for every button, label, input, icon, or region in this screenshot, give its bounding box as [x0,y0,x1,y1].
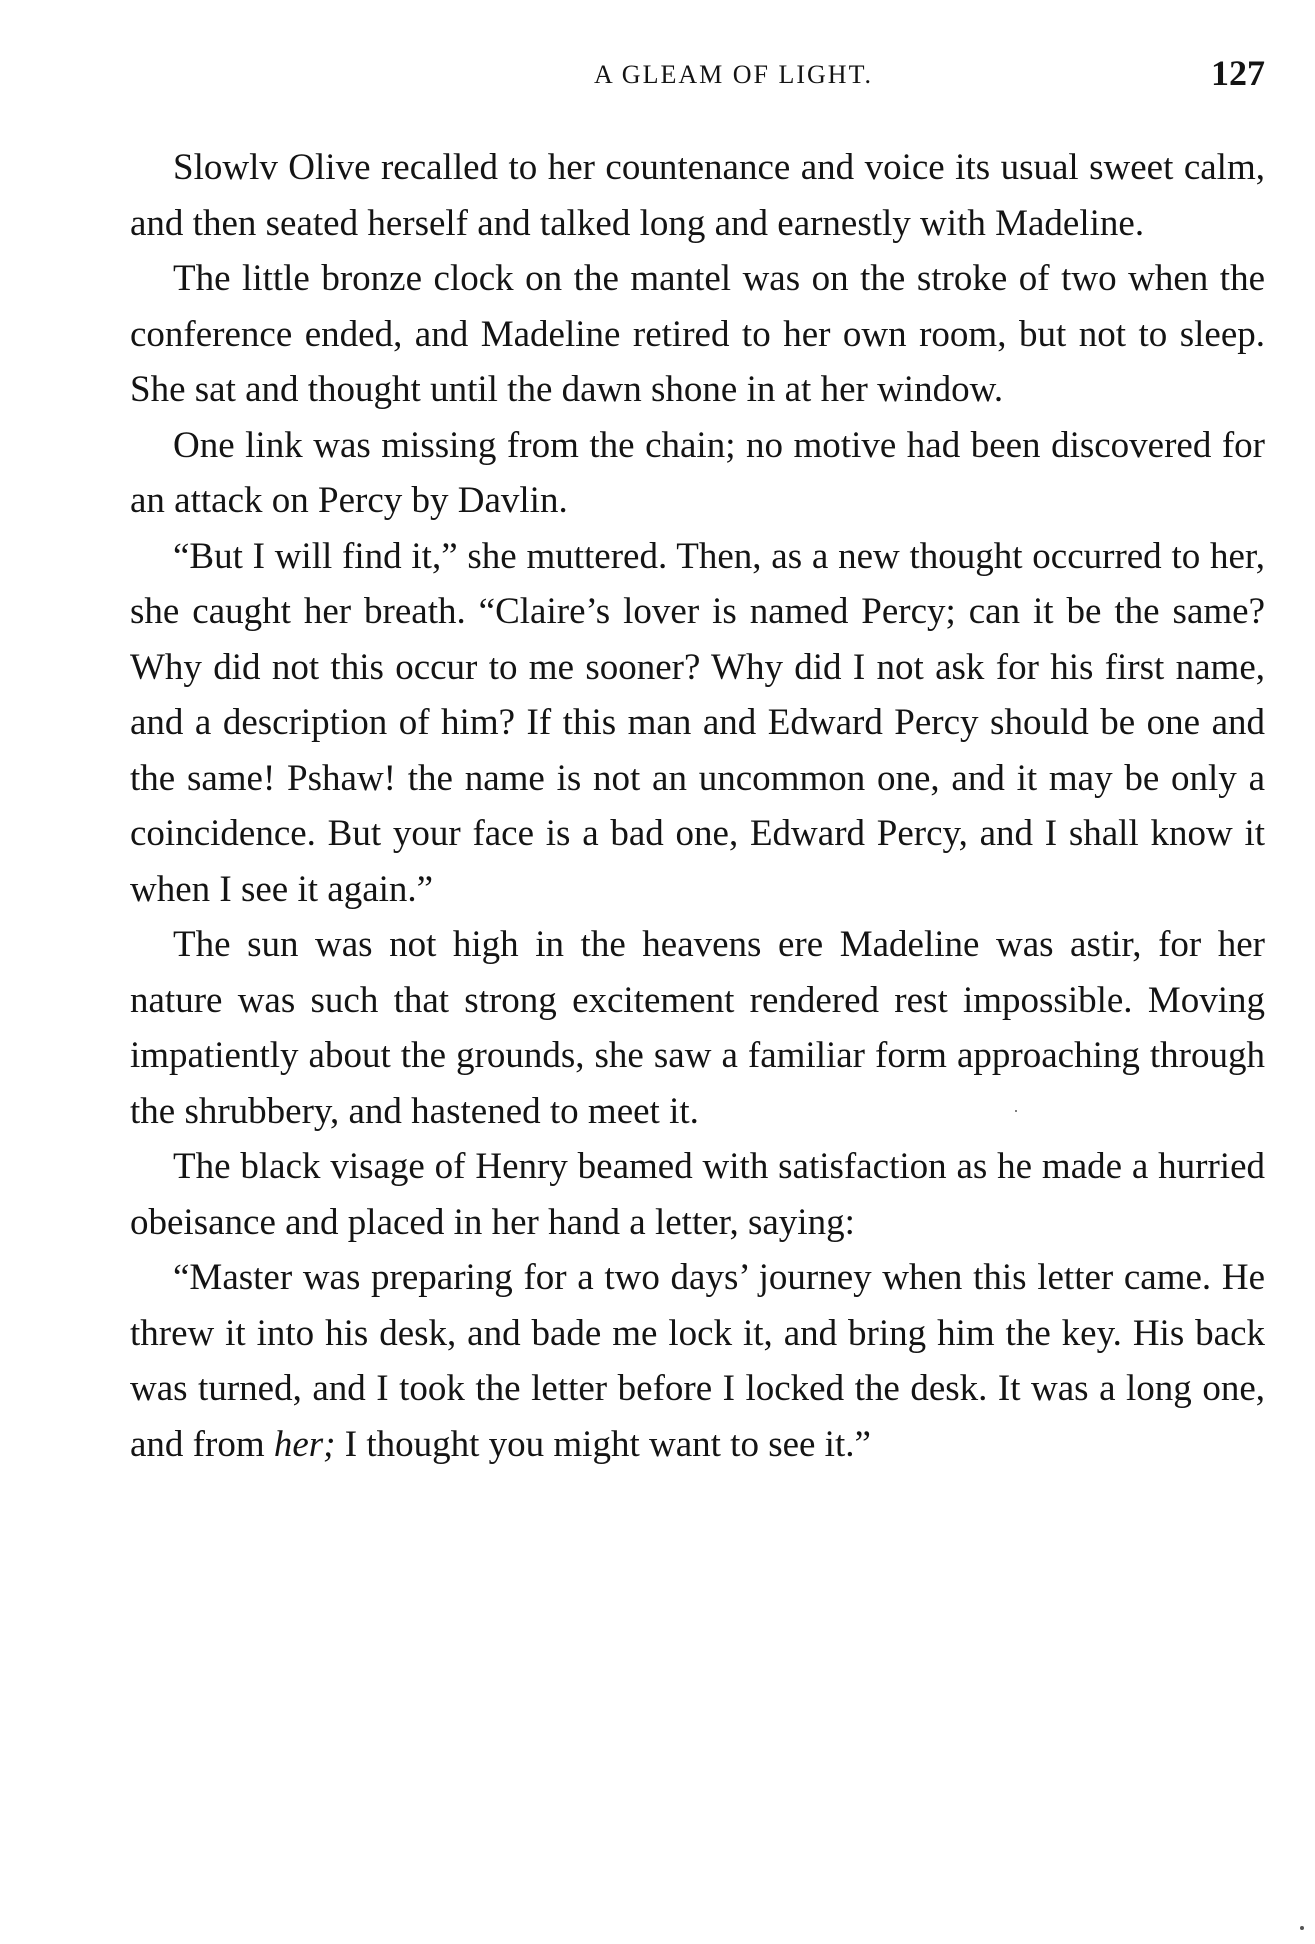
paper-speck-mark [1300,1926,1304,1930]
paragraph-5: The sun was not high in the heavens ere Madeline was astir, for her nature was such that strong excitement rendered rest impossible. Moving impatiently about the grounds, she saw a familiar form approaching through the shrubbery, and hastened to meet it. [130,924,1265,1132]
paragraph-7-tail: I thought you might want to see it.” [335,1423,871,1465]
paper-speck-mark [1015,1110,1017,1112]
running-title: A GLEAM OF LIGHT. [593,60,874,89]
paragraph-7-text: “Master was preparing for a two days’ journey when this letter came. He threw it into his desk, and bade me lock it, and bring him the key. His back was turned, and I took the letter before I locked the desk. It was a long one, and from [130,1257,1265,1465]
paragraph-4: “But I will find it,” she muttered. Then, as a new thought occurred to her, she caught her breath. “Claire’s lover is named Percy; can it be the same? Why did not this occur to me sooner? Why did I not ask for his first name, and a description of him? If this man and Edward Percy should be one and the same! Pshaw! the name is not an uncommon one, and it may be only a coincidence. But your face is a bad one, Edward Percy, and I shall know it when I see it again.” [130,535,1265,910]
paragraph-3: One link was missing from the chain; no motive had been discovered for an attack on Percy by Davlin. [130,424,1265,521]
page-number: 127 [1211,53,1265,93]
body-text [130,140,1265,1472]
paragraph-7 [130,1250,1265,1472]
paragraph-2: The little bronze clock on the mantel was on the stroke of two when the conference ended, and Madeline retired to her own room, but not to sleep. She sat and thought until the dawn shone in at her window. [130,258,1265,410]
paragraph-6: The black visage of Henry beamed with satisfaction as he made a hurried obeisance and placed in her hand a letter, saying: [130,1146,1265,1243]
page-header [130,52,1265,122]
paragraph-1: Slowlv Olive recalled to her countenance and voice its usual sweet calm, and then seated herself and talked long and earnestly with Madeline. [130,147,1265,244]
emphasized-word: her; [273,1423,336,1465]
